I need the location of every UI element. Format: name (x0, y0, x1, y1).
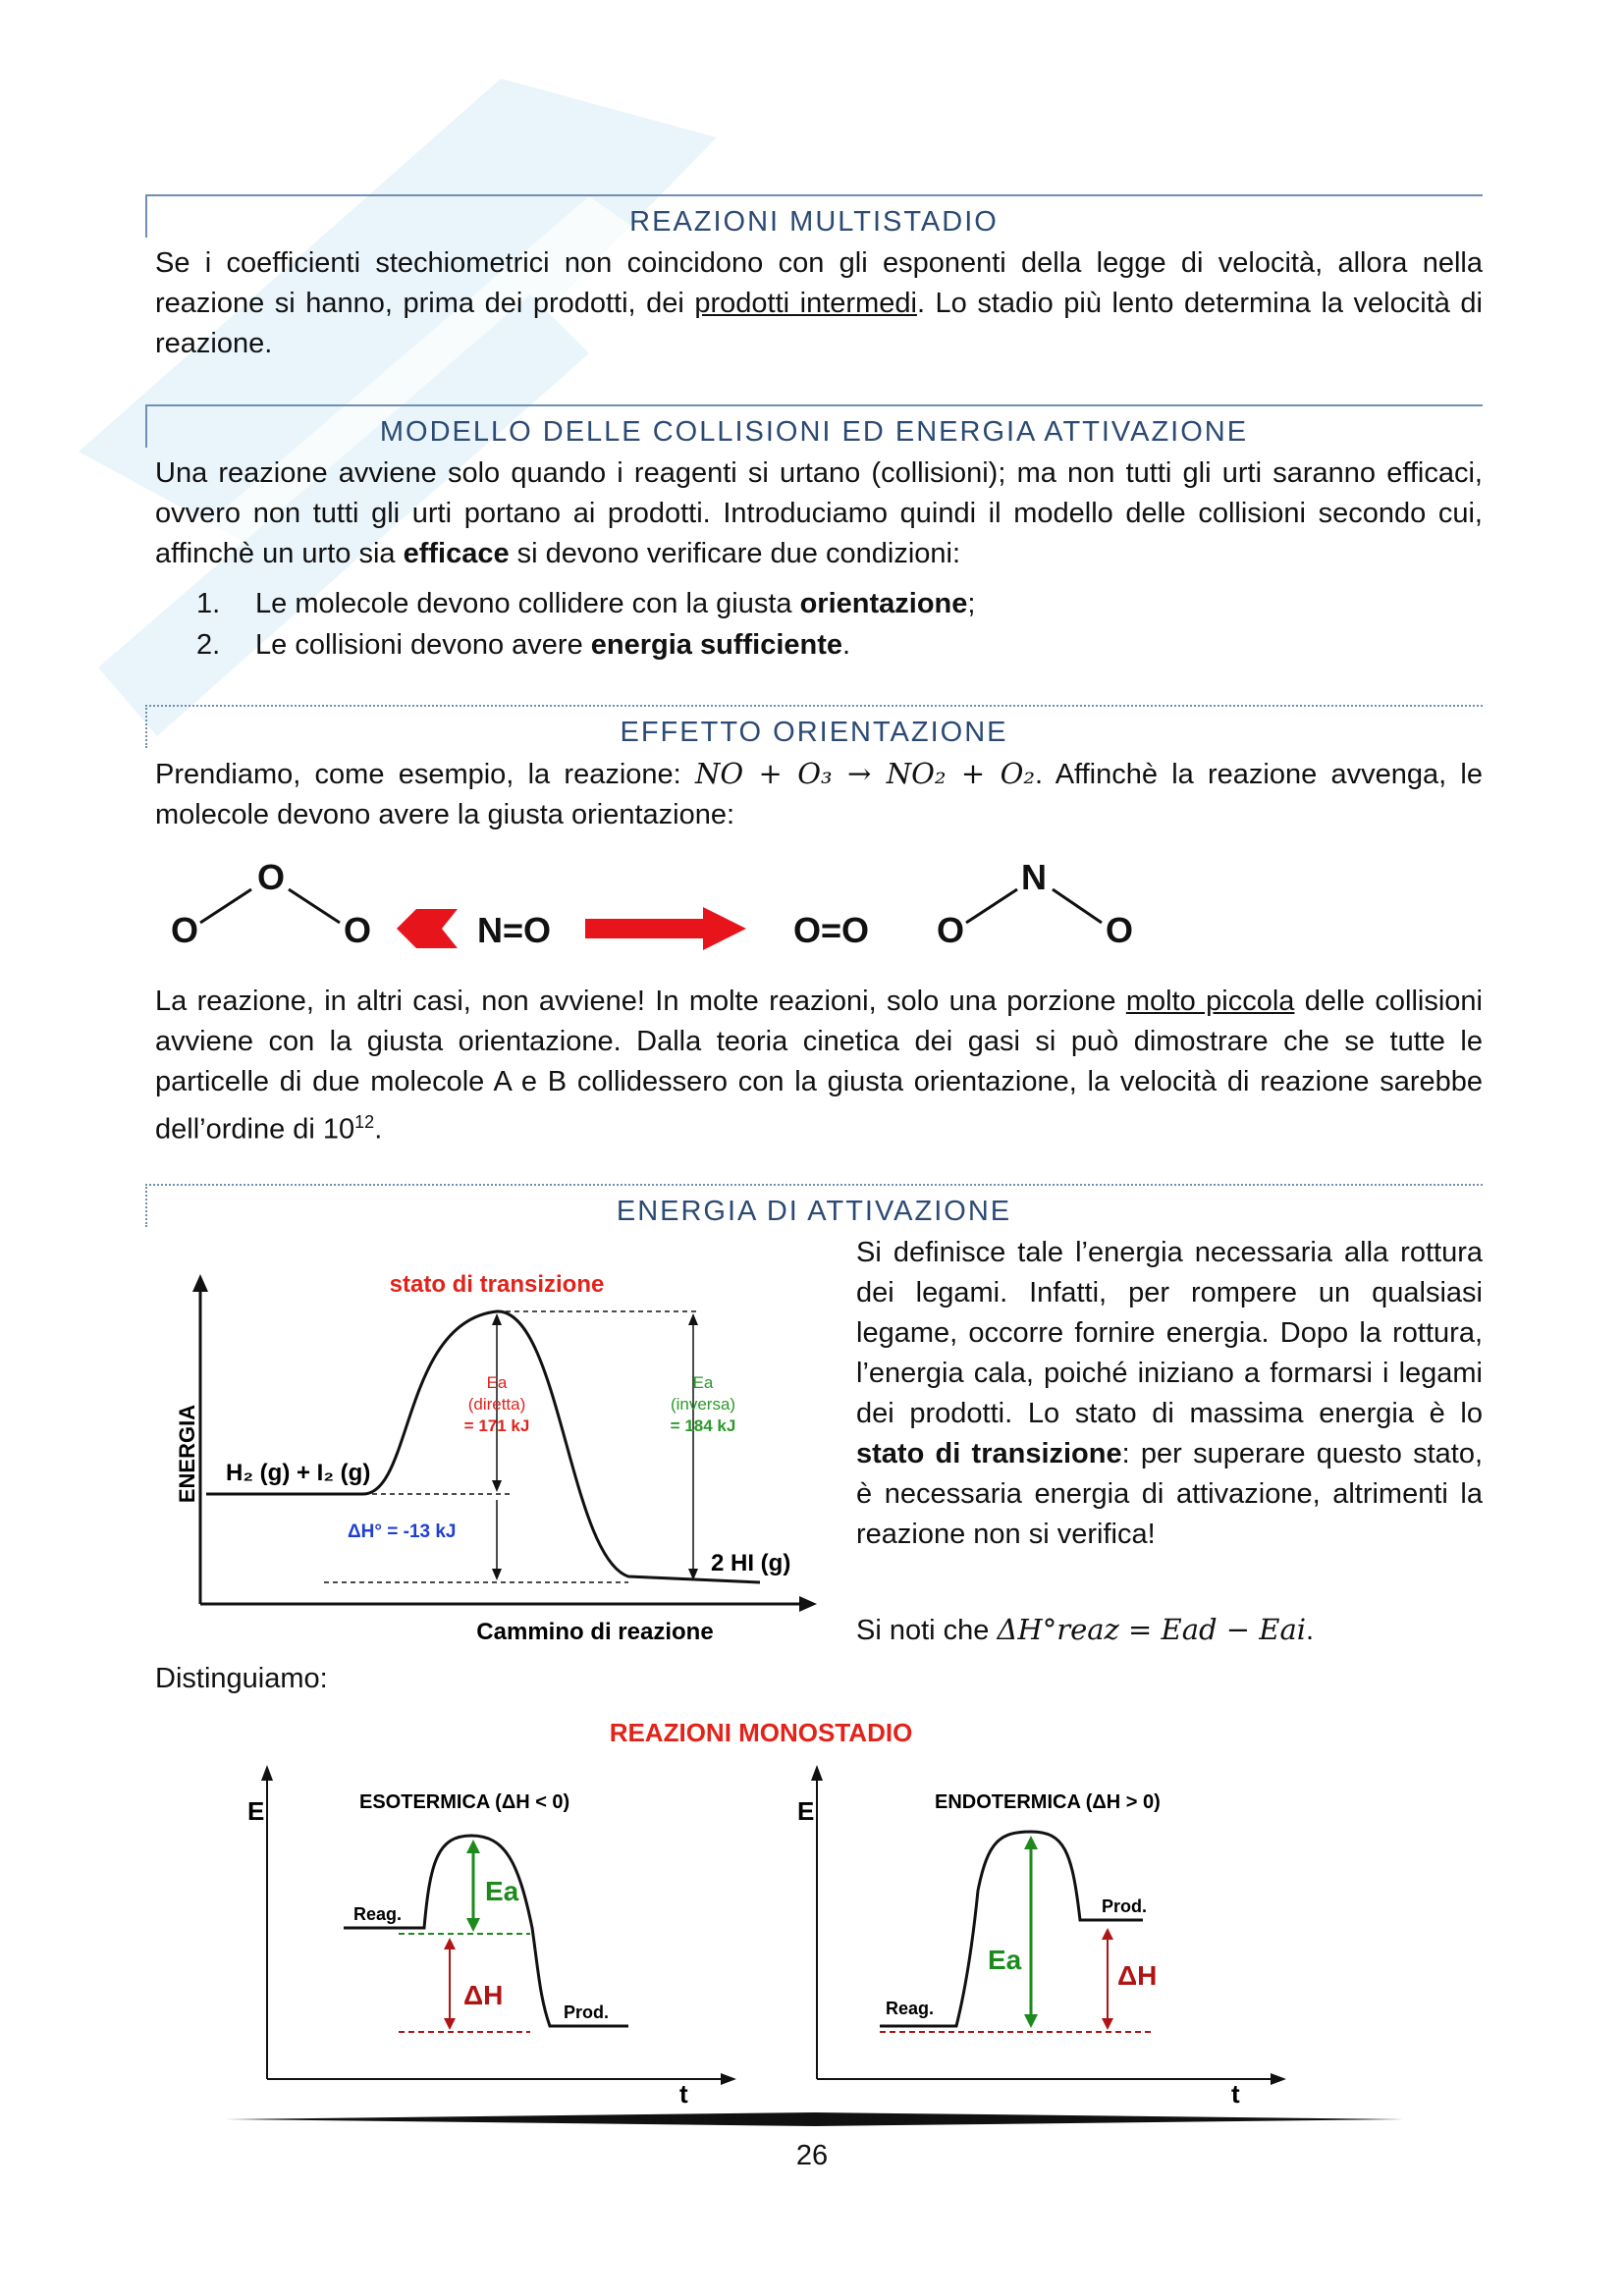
list-item: 2. Le collisioni devono avere energia sufficiente. (196, 629, 851, 661)
endothermic-plot (797, 1765, 1286, 2109)
no2-atom-top: N (1021, 857, 1047, 897)
monostadio-title: REAZIONI MONOSTADIO (609, 1718, 913, 1747)
section-title-collisioni: MODELLO DELLE COLLISIONI ED ENERGIA ATTIVAZIONE (379, 416, 1249, 448)
section-title-multistadio: REAZIONI MULTISTADIO (629, 206, 999, 238)
delta-h-label: ΔH° = -13 kJ (348, 1522, 457, 1542)
endo-dh-label: ΔH (1117, 1960, 1158, 1991)
conditions-list (196, 583, 975, 666)
footer-rule (226, 2112, 1404, 2126)
endo-reag-label: Reag. (886, 1999, 935, 2018)
no2-atom-left: O (937, 910, 965, 950)
red-arrow-left (397, 909, 458, 948)
underlined-prodotti-intermedi: prodotti intermedi (694, 288, 917, 319)
y-axis-label: ENERGIA (175, 1404, 199, 1504)
section-title-orientazione: EFFETTO ORIENTAZIONE (620, 717, 1008, 748)
svg-text:Ea: Ea (486, 1373, 508, 1392)
reactants-label: H₂ (g) + I₂ (g) (226, 1460, 371, 1486)
enthalpy-equation: ΔH°reaz = Ead − Eai (997, 1613, 1307, 1646)
distinguiamo-text: Distinguiamo: (155, 1663, 328, 1694)
no2-atom-right: O (1106, 910, 1134, 950)
ozone-atom-left: O (171, 910, 199, 950)
paragraph-orientazione: Prendiamo, come esempio, la reazione: NO + O₃ → NO₂ + O₂. Affinchè la reazione avvenga, le molecole devono avere la giusta orientazione: (155, 757, 1484, 830)
exo-ea-label: Ea (485, 1876, 519, 1906)
exo-reag-label: Reag. (353, 1904, 403, 1924)
ea-direct-label (464, 1373, 530, 1435)
ozone-atom-top: O (257, 857, 286, 897)
endo-ea-label: Ea (988, 1945, 1022, 1975)
x-axis-label: Cammino di reazione (476, 1619, 714, 1645)
orientation-diagram (157, 844, 1159, 962)
exo-title: ESOTERMICA (ΔH < 0) (359, 1791, 570, 1813)
o2-molecule: O=O (793, 910, 870, 950)
endo-curve (880, 1832, 1143, 2026)
svg-text:Ea: Ea (692, 1373, 714, 1392)
list-item: 1. Le molecole devono collidere con la giusta orientazione; (196, 588, 976, 619)
paragraph-attivazione: Si definisce tale l’energia necessaria alla rottura dei legami. Infatti, per rompere un qualsiasi legame, occorre fornire energia. Dopo la rottura, l’energia cala, poiché iniziano a formarsi i legami dei prodotti. Lo stato di massima energia è lo stato di transizione: per superare questo stato, è necessaria energia di attivazione, altrimenti la reazione non si verifica! (856, 1237, 1483, 1550)
endo-title: ENDOTERMICA (ΔH > 0) (935, 1791, 1161, 1813)
energy-profile-chart (167, 1262, 825, 1645)
paragraph-multistadio: Se i coefficienti stechiometrici non coincidono con gli esponenti della legge di velocità, allora nella reazione si hanno, prima dei prodotti, dei prodotti intermedi. Lo stadio più lento determina la velocità di reazione. (155, 247, 1483, 359)
svg-text:(diretta): (diretta) (467, 1395, 526, 1414)
ozone-atom-right: O (344, 910, 372, 950)
products-label: 2 HI (g) (711, 1550, 791, 1576)
endo-prod-label: Prod. (1102, 1896, 1148, 1916)
no-molecule: N=O (477, 910, 552, 950)
svg-text:= 184 kJ: = 184 kJ (670, 1416, 736, 1435)
enthalpy-note: Si noti che ΔH°reaz = Ead − Eai. (856, 1613, 1315, 1646)
exo-y-label: E (247, 1796, 265, 1826)
exo-x-label: t (679, 2079, 688, 2109)
paragraph-collisioni: Una reazione avviene solo quando i reagenti si urtano (collisioni); ma non tutti gli urti saranno efficaci, ovvero non tutti gli urti portano ai prodotti. Introduciamo quindi il modello delle collisioni secondo cui, affinchè un urto sia efficace si devono verificare due condizioni: (155, 457, 1483, 569)
transition-state-label: stato di transizione (389, 1271, 605, 1298)
reaction-equation: NO + O₃ → NO₂ + O₂ (694, 757, 1035, 790)
svg-text:= 171 kJ: = 171 kJ (463, 1416, 530, 1435)
exo-dh-label: ΔH (463, 1980, 504, 2010)
page-number: 26 (795, 2140, 829, 2171)
endo-x-label: t (1231, 2079, 1240, 2109)
exothermic-plot (247, 1765, 736, 2109)
section-title-attivazione: ENERGIA DI ATTIVAZIONE (616, 1196, 1012, 1227)
paragraph-orientazione-2: La reazione, in altri casi, non avviene! In molte reazioni, solo una porzione molto piccola delle collisioni avviene con la giusta orientazione. Dalla teoria cinetica dei gasi si può dimostrare che se tutte le particelle di due molecole A e B collidessero con la giusta orientazione, la velocità di reazione sarebbe dell’ordine di $10^{12}$. (155, 986, 1483, 1146)
energy-curve (206, 1311, 760, 1582)
exo-prod-label: Prod. (564, 2002, 610, 2022)
red-arrow-right (585, 907, 746, 950)
svg-text:(inversa): (inversa) (670, 1395, 736, 1414)
monostadio-chart (206, 1714, 1316, 2116)
ea-inverse-label (671, 1373, 736, 1435)
endo-y-label: E (797, 1796, 815, 1826)
